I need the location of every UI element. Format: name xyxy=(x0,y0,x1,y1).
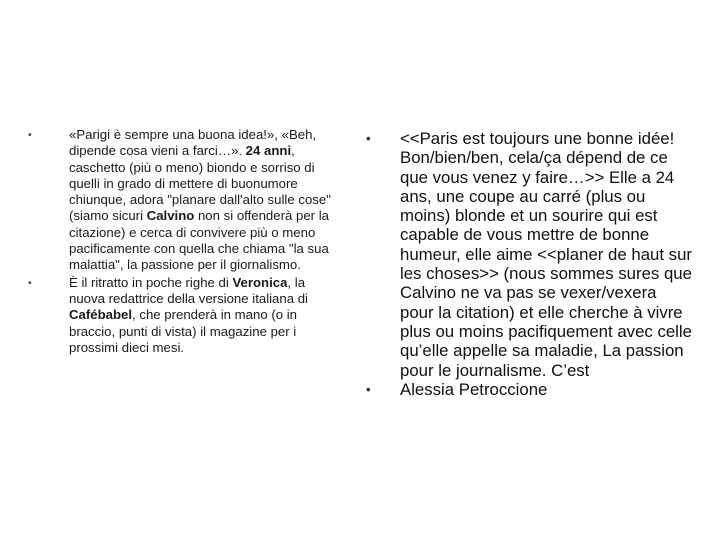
italian-text-column xyxy=(28,127,340,357)
text-segment: , caschetto (più o meno) biondo e sorriso di quelli in grado di mettere di buonumore chiunque, adora "planare dall'alto sulle cose" (siamo sicuri xyxy=(69,143,331,224)
author-name: Alessia Petroccione xyxy=(400,379,548,399)
bullet: • xyxy=(28,129,32,141)
text-segment: <<Paris est toujours une bonne idée! Bon/bien/ben, cela/ça dépend de ce que vous venez y faire…>> Elle a 24 ans, une coupe au carré (plus ou moins) blonde et un sourire qui est capable de vous mettre de bonne humeur, elle aime <<planer de haut sur les choses>> (nous sommes sures que Calvino ne va pas se vexer/vexera pour la citation) et elle cherche à vivre plus ou moins pacifiquement avec celle qu’elle appelle sa maladie, La passion pour le journalisme. C’est xyxy=(400,129,692,380)
text-segment: non si offenderà per la citazione) e cerca di convivere più o meno pacificamente con quella che chiama "la sua malattia", la passione per il giornalismo. xyxy=(69,208,329,273)
text-segment: È il ritratto in poche righe di xyxy=(69,274,233,290)
list-item xyxy=(362,129,692,380)
bold-text-cafebabel: Cafébabel xyxy=(69,307,133,323)
french-text-column xyxy=(362,129,692,399)
bold-text-calvino: Calvino xyxy=(146,208,195,224)
bullet: • xyxy=(366,131,371,146)
bullet: • xyxy=(28,276,32,289)
list-item xyxy=(28,275,340,356)
text-segment: «Parigi è sempre una buona idea!», «Beh, dipende cosa vieni a farci…». xyxy=(69,127,317,159)
text-segment: , la nuova redattrice della versione italiana di xyxy=(69,274,308,306)
list-item xyxy=(362,380,692,399)
text-segment: , che prenderà in mano (o in braccio, punti di vista) il magazine per i prossimi dieci mesi. xyxy=(69,307,297,355)
bold-text-age: 24 anni xyxy=(245,143,292,159)
bold-text-veronica: Veronica xyxy=(232,274,288,290)
list-item xyxy=(28,127,340,274)
bullet: • xyxy=(366,381,371,397)
